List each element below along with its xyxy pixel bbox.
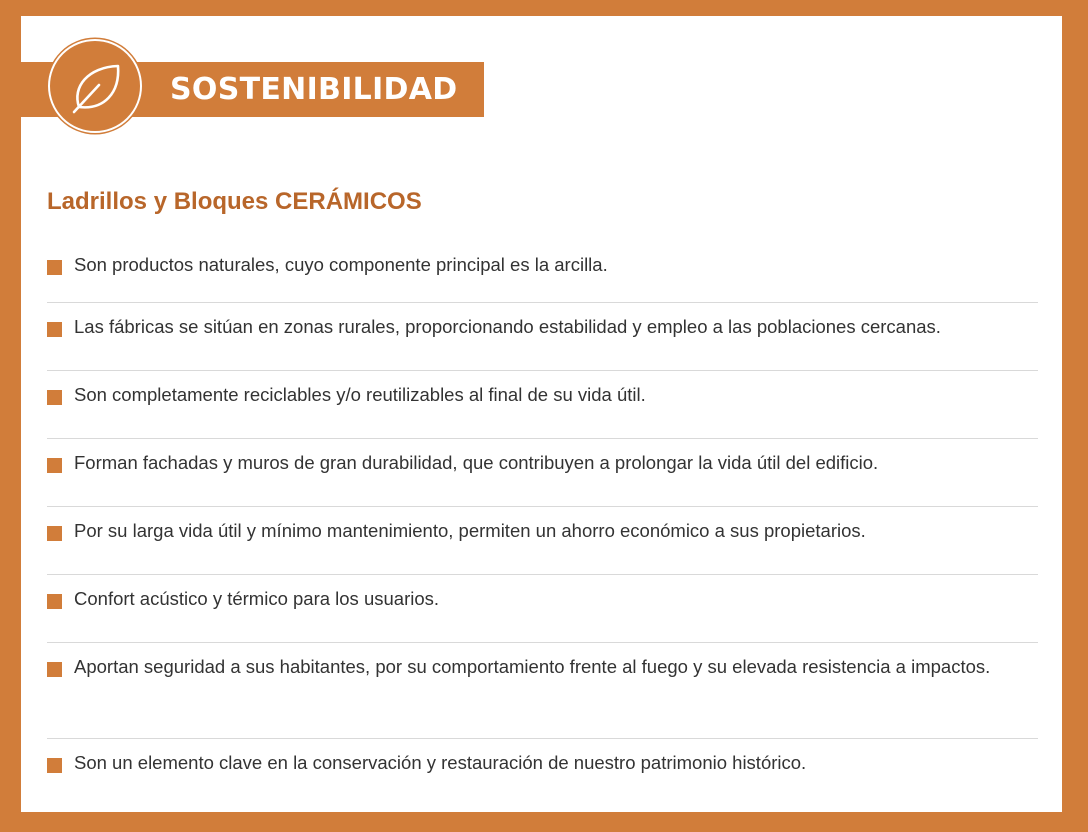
square-bullet-icon [47, 662, 62, 677]
leaf-badge [48, 39, 142, 133]
list-item [47, 507, 1038, 575]
list-item-text: Aportan seguridad a sus habitantes, por su comportamiento frente al fuego y su elevada resistencia a impactos. [74, 656, 991, 677]
list-item [47, 739, 1038, 807]
list-item [47, 303, 1038, 371]
square-bullet-icon [47, 594, 62, 609]
list-item [47, 241, 1038, 303]
list-item-text: Son productos naturales, cuyo componente principal es la arcilla. [74, 254, 608, 275]
list-item-text: Forman fachadas y muros de gran durabilidad, que contribuyen a prolongar la vida útil del edificio. [74, 452, 879, 473]
list-item [47, 643, 1038, 739]
square-bullet-icon [47, 758, 62, 773]
square-bullet-icon [47, 458, 62, 473]
list-item-text: Confort acústico y térmico para los usuarios. [74, 588, 440, 609]
list-item [47, 439, 1038, 507]
square-bullet-icon [47, 390, 62, 405]
list-item-text: Por su larga vida útil y mínimo mantenimiento, permiten un ahorro económico a sus propietarios. [74, 520, 866, 541]
list-item [47, 575, 1038, 643]
page-title: SOSTENIBILIDAD [170, 72, 458, 107]
list-item [47, 371, 1038, 439]
list-item-text: Son un elemento clave en la conservación y restauración de nuestro patrimonio histórico. [74, 752, 807, 773]
leaf-icon [66, 57, 128, 119]
square-bullet-icon [47, 322, 62, 337]
square-bullet-icon [47, 260, 62, 275]
section-title: Ladrillos y Bloques CERÁMICOS [47, 188, 422, 215]
list-item-text: Las fábricas se sitúan en zonas rurales, proporcionando estabilidad y empleo a las poblaciones cercanas. [74, 316, 941, 337]
list-item-text: Son completamente reciclables y/o reutilizables al final de su vida útil. [74, 384, 646, 405]
content-card [21, 16, 1062, 812]
square-bullet-icon [47, 526, 62, 541]
benefits-list [47, 241, 1038, 807]
